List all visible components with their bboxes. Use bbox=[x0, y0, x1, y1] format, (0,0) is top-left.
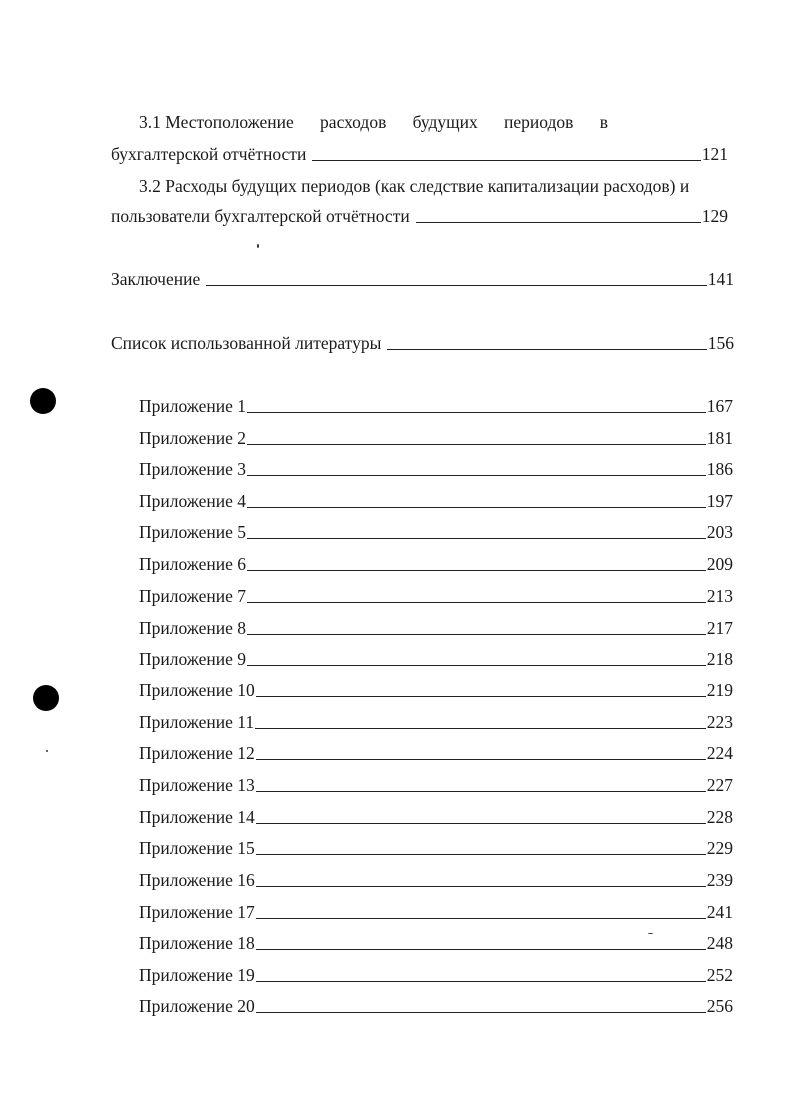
toc-entry-label: бухгалтерской отчётности bbox=[111, 144, 307, 164]
page-number: 186 bbox=[706, 459, 733, 479]
page-number: 256 bbox=[706, 996, 733, 1016]
page-number: 156 bbox=[707, 333, 734, 353]
leader-line bbox=[247, 665, 706, 666]
toc-entry-label: Приложение 18 bbox=[139, 933, 255, 953]
page-number: 197 bbox=[706, 491, 733, 511]
page-number: 203 bbox=[706, 522, 733, 542]
leader-line bbox=[247, 570, 706, 571]
leader-line bbox=[247, 602, 706, 603]
toc-entry-label: Приложение 9 bbox=[139, 649, 247, 669]
toc-entry-appendix[interactable] bbox=[139, 869, 733, 891]
page-number: 121 bbox=[701, 144, 728, 164]
toc-entry-appendix[interactable] bbox=[139, 964, 733, 986]
leader-line bbox=[256, 791, 706, 792]
toc-entry-label: Приложение 1 bbox=[139, 396, 247, 416]
page-number: 219 bbox=[706, 680, 733, 700]
page-number: 141 bbox=[707, 269, 734, 289]
toc-entry-label: Список использованной литературы bbox=[111, 333, 382, 353]
punch-hole-bottom bbox=[33, 685, 59, 711]
page-number: 218 bbox=[706, 649, 733, 669]
page-number: 217 bbox=[706, 618, 733, 638]
page-number: 213 bbox=[706, 586, 733, 606]
toc-entry-conclusion[interactable] bbox=[111, 268, 734, 290]
toc-entry-appendix[interactable] bbox=[139, 490, 733, 512]
toc-entry-label: Приложение 20 bbox=[139, 996, 255, 1016]
leader-line bbox=[247, 475, 706, 476]
toc-entry-3-1-line2[interactable] bbox=[111, 143, 728, 165]
leader-line bbox=[256, 886, 706, 887]
leader-line bbox=[255, 728, 706, 729]
toc-entry-3-2-line1 bbox=[139, 175, 689, 197]
toc-entry-appendix[interactable] bbox=[139, 427, 733, 449]
toc-entry-appendix[interactable] bbox=[139, 837, 733, 859]
leader-line bbox=[247, 634, 706, 635]
toc-entry-appendix[interactable] bbox=[139, 995, 733, 1017]
toc-entry-label: Приложение 7 bbox=[139, 586, 247, 606]
scan-speck bbox=[46, 750, 48, 752]
toc-entry-appendix[interactable] bbox=[139, 617, 733, 639]
page-number: 241 bbox=[706, 902, 733, 922]
toc-entry-appendix[interactable] bbox=[139, 521, 733, 543]
toc-entry-label: Приложение 14 bbox=[139, 807, 255, 827]
scan-speck bbox=[257, 244, 259, 248]
toc-entry-label: 3.2 Расходы будущих периодов (как следствие капитализации расходов) и bbox=[139, 176, 690, 196]
toc-entry-label: Приложение 4 bbox=[139, 491, 247, 511]
page-number: 228 bbox=[706, 807, 733, 827]
toc-entry-appendix[interactable] bbox=[139, 553, 733, 575]
page-number: 223 bbox=[706, 712, 733, 732]
toc-entry-label: Приложение 2 bbox=[139, 428, 247, 448]
page-number: 167 bbox=[706, 396, 733, 416]
toc-entry-label: Приложение 17 bbox=[139, 902, 255, 922]
toc-entry-appendix[interactable] bbox=[139, 742, 733, 764]
toc-word: в bbox=[599, 112, 608, 132]
toc-entry-label: Приложение 3 bbox=[139, 459, 247, 479]
leader-line bbox=[312, 160, 700, 161]
punch-hole-top bbox=[30, 388, 56, 414]
toc-entry-label: Приложение 12 bbox=[139, 743, 255, 763]
page-number: 227 bbox=[706, 775, 733, 795]
leader-line bbox=[247, 507, 706, 508]
page-number: 229 bbox=[706, 838, 733, 858]
toc-entry-bibliography[interactable] bbox=[111, 332, 734, 354]
leader-line bbox=[416, 222, 701, 223]
toc-entry-appendix[interactable] bbox=[139, 774, 733, 796]
toc-entry-appendix[interactable] bbox=[139, 395, 733, 417]
toc-entry-label: Приложение 13 bbox=[139, 775, 255, 795]
page-number: 129 bbox=[701, 206, 728, 226]
toc-entry-appendix[interactable] bbox=[139, 679, 733, 701]
toc-word: периодов bbox=[504, 112, 574, 132]
toc-word: 3.1 Местоположение bbox=[139, 112, 294, 132]
toc-entry-3-2-line2[interactable] bbox=[111, 205, 728, 227]
toc-entry-label: Заключение bbox=[111, 269, 201, 289]
toc-entry-appendix[interactable] bbox=[139, 932, 733, 954]
page-number: 239 bbox=[706, 870, 733, 890]
page-number: 252 bbox=[706, 965, 733, 985]
toc-entry-appendix[interactable] bbox=[139, 806, 733, 828]
page-number: 224 bbox=[706, 743, 733, 763]
leader-line bbox=[256, 981, 706, 982]
leader-line bbox=[247, 538, 706, 539]
leader-line bbox=[206, 285, 707, 286]
toc-entry-label: Приложение 19 bbox=[139, 965, 255, 985]
page-number: 209 bbox=[706, 554, 733, 574]
toc-entry-label: Приложение 6 bbox=[139, 554, 247, 574]
toc-entry-label: Приложение 16 bbox=[139, 870, 255, 890]
toc-entry-label: Приложение 8 bbox=[139, 618, 247, 638]
toc-entry-appendix[interactable] bbox=[139, 648, 733, 670]
toc-entry-label: пользователи бухгалтерской отчётности bbox=[111, 206, 410, 226]
leader-line bbox=[247, 444, 706, 445]
toc-entry-label: Приложение 10 bbox=[139, 680, 255, 700]
toc-entry-appendix[interactable] bbox=[139, 901, 733, 923]
toc-word: расходов bbox=[320, 112, 387, 132]
leader-line bbox=[247, 412, 706, 413]
leader-line bbox=[256, 918, 706, 919]
toc-entry-label: Приложение 11 bbox=[139, 712, 255, 732]
leader-line bbox=[387, 349, 706, 350]
leader-line bbox=[256, 949, 706, 950]
toc-entry-appendix[interactable] bbox=[139, 585, 733, 607]
toc-word: будущих bbox=[412, 112, 478, 132]
page-number: 248 bbox=[706, 933, 733, 953]
leader-line bbox=[256, 696, 706, 697]
toc-entry-3-1-line1 bbox=[139, 111, 608, 133]
leader-line bbox=[256, 823, 706, 824]
toc-entry-label: Приложение 15 bbox=[139, 838, 255, 858]
toc-entry-appendix[interactable] bbox=[139, 711, 733, 733]
toc-entry-appendix[interactable] bbox=[139, 458, 733, 480]
leader-line bbox=[256, 854, 706, 855]
toc-entry-label: Приложение 5 bbox=[139, 522, 247, 542]
leader-line bbox=[256, 759, 706, 760]
leader-line bbox=[256, 1012, 706, 1013]
page-number: 181 bbox=[706, 428, 733, 448]
